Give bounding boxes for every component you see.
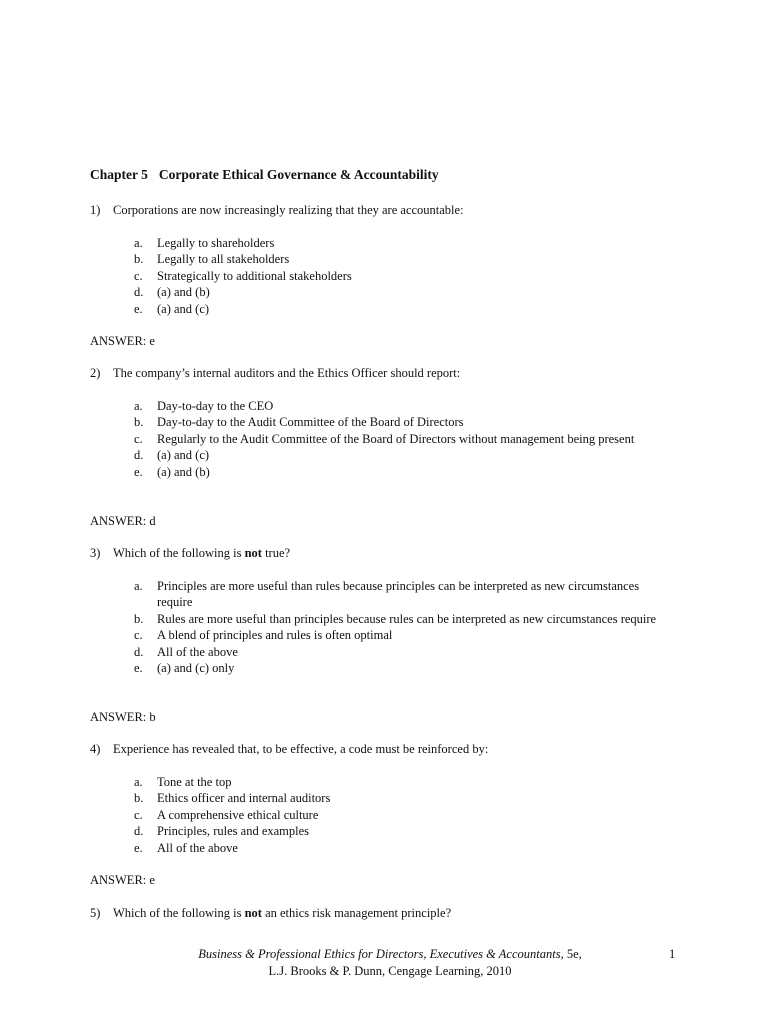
option-a <box>134 578 674 611</box>
chapter-title: Corporate Ethical Governance & Accountability <box>158 167 439 182</box>
option-d <box>134 284 674 300</box>
option-c <box>134 268 674 284</box>
option-d <box>134 447 674 463</box>
option-e <box>134 301 674 317</box>
question-number: 1) <box>90 203 101 217</box>
option-letter: e. <box>134 661 143 676</box>
option-text: All of the above <box>157 644 238 659</box>
option-c <box>134 807 674 823</box>
option-text: (a) and (b) <box>157 464 210 479</box>
option-text: Principles are more useful than rules because principles can be interpreted as new circumstances require <box>157 579 640 610</box>
option-text: Regularly to the Audit Committee of the Board of Directors without management being present <box>157 431 635 446</box>
option-d <box>134 823 674 839</box>
question-number: 2) <box>90 366 101 380</box>
footer-citation: L.J. Brooks & P. Dunn, Cengage Learning, 2010 <box>268 963 512 978</box>
question-text-start: Which of the following is <box>113 906 245 920</box>
question-4-prompt <box>90 741 690 757</box>
question-number: 3) <box>90 546 101 560</box>
option-letter: a. <box>134 579 143 593</box>
question-1-options <box>134 235 674 317</box>
option-text: Legally to shareholders <box>157 236 275 250</box>
option-letter: c. <box>134 628 143 643</box>
question-text: The company’s internal auditors and the Ethics Officer should report: <box>113 366 461 380</box>
question-emphasis: not <box>244 906 262 920</box>
option-text: All of the above <box>157 840 238 855</box>
question-text: Experience has revealed that, to be effective, a code must be reinforced by: <box>113 742 489 756</box>
question-5-prompt <box>90 905 690 921</box>
option-a <box>134 235 674 251</box>
option-letter: e. <box>134 464 143 479</box>
option-text: (a) and (c) only <box>157 661 235 676</box>
answer-1: ANSWER: e <box>90 334 155 348</box>
question-text: Corporations are now increasingly realizing that they are accountable: <box>113 203 464 217</box>
option-letter: b. <box>134 252 144 267</box>
option-letter: a. <box>134 399 143 413</box>
answer-3: ANSWER: b <box>90 710 156 724</box>
footer-book-line <box>130 946 650 963</box>
option-a <box>134 398 674 414</box>
option-letter: e. <box>134 840 143 855</box>
question-1-prompt <box>90 202 690 218</box>
option-text: Principles, rules and examples <box>157 824 310 839</box>
option-e <box>134 840 674 856</box>
option-e <box>134 660 674 676</box>
option-text: Day-to-day to the Audit Committee of the Board of Directors <box>157 415 464 430</box>
option-text: (a) and (b) <box>157 285 210 300</box>
option-letter: b. <box>134 611 144 626</box>
option-text: Legally to all stakeholders <box>157 252 290 267</box>
chapter-heading <box>90 167 439 183</box>
option-text: Strategically to additional stakeholders <box>157 268 352 283</box>
option-letter: d. <box>134 448 144 463</box>
question-text-end: an ethics risk management principle? <box>261 906 452 920</box>
question-3-options <box>134 578 674 676</box>
option-text: A blend of principles and rules is often optimal <box>157 628 393 643</box>
option-letter: c. <box>134 807 143 822</box>
option-b <box>134 790 674 806</box>
option-text: A comprehensive ethical culture <box>157 807 319 822</box>
option-letter: d. <box>134 285 144 300</box>
chapter-number: Chapter 5 <box>90 167 148 182</box>
option-c <box>134 431 674 447</box>
option-letter: a. <box>134 236 143 250</box>
option-b <box>134 251 674 267</box>
option-c <box>134 627 674 643</box>
option-letter: d. <box>134 644 144 659</box>
option-b <box>134 414 674 430</box>
option-text: (a) and (c) <box>157 448 210 463</box>
question-2-prompt <box>90 365 690 381</box>
question-4-options <box>134 774 674 856</box>
option-text: Day-to-day to the CEO <box>157 399 274 413</box>
answer-4: ANSWER: e <box>90 873 155 887</box>
option-d <box>134 644 674 660</box>
option-letter: e. <box>134 301 143 316</box>
question-2-options <box>134 398 674 480</box>
option-text: Rules are more useful than principles because rules can be interpreted as new circumstances require <box>157 611 657 626</box>
page-number: 1 <box>669 947 676 961</box>
page-footer <box>130 946 650 979</box>
option-letter: a. <box>134 775 143 789</box>
option-b <box>134 611 674 627</box>
question-text-start: Which of the following is <box>113 546 245 560</box>
option-letter: c. <box>134 268 143 283</box>
option-letter: b. <box>134 415 144 430</box>
footer-edition: , 5e, <box>560 947 582 961</box>
question-emphasis: not <box>244 546 262 560</box>
option-letter: b. <box>134 791 144 806</box>
footer-book-title: Business & Professional Ethics for Directors, Executives & Accountants <box>198 947 561 961</box>
question-3-prompt <box>90 545 690 561</box>
question-number: 5) <box>90 906 101 920</box>
option-text: (a) and (c) <box>157 301 210 316</box>
answer-2: ANSWER: d <box>90 514 156 528</box>
question-number: 4) <box>90 742 101 756</box>
option-e <box>134 464 674 480</box>
question-text-end: true? <box>261 546 291 560</box>
option-letter: d. <box>134 824 144 839</box>
option-text: Ethics officer and internal auditors <box>157 791 331 806</box>
option-a <box>134 774 674 790</box>
option-letter: c. <box>134 431 143 446</box>
option-text: Tone at the top <box>157 775 232 789</box>
